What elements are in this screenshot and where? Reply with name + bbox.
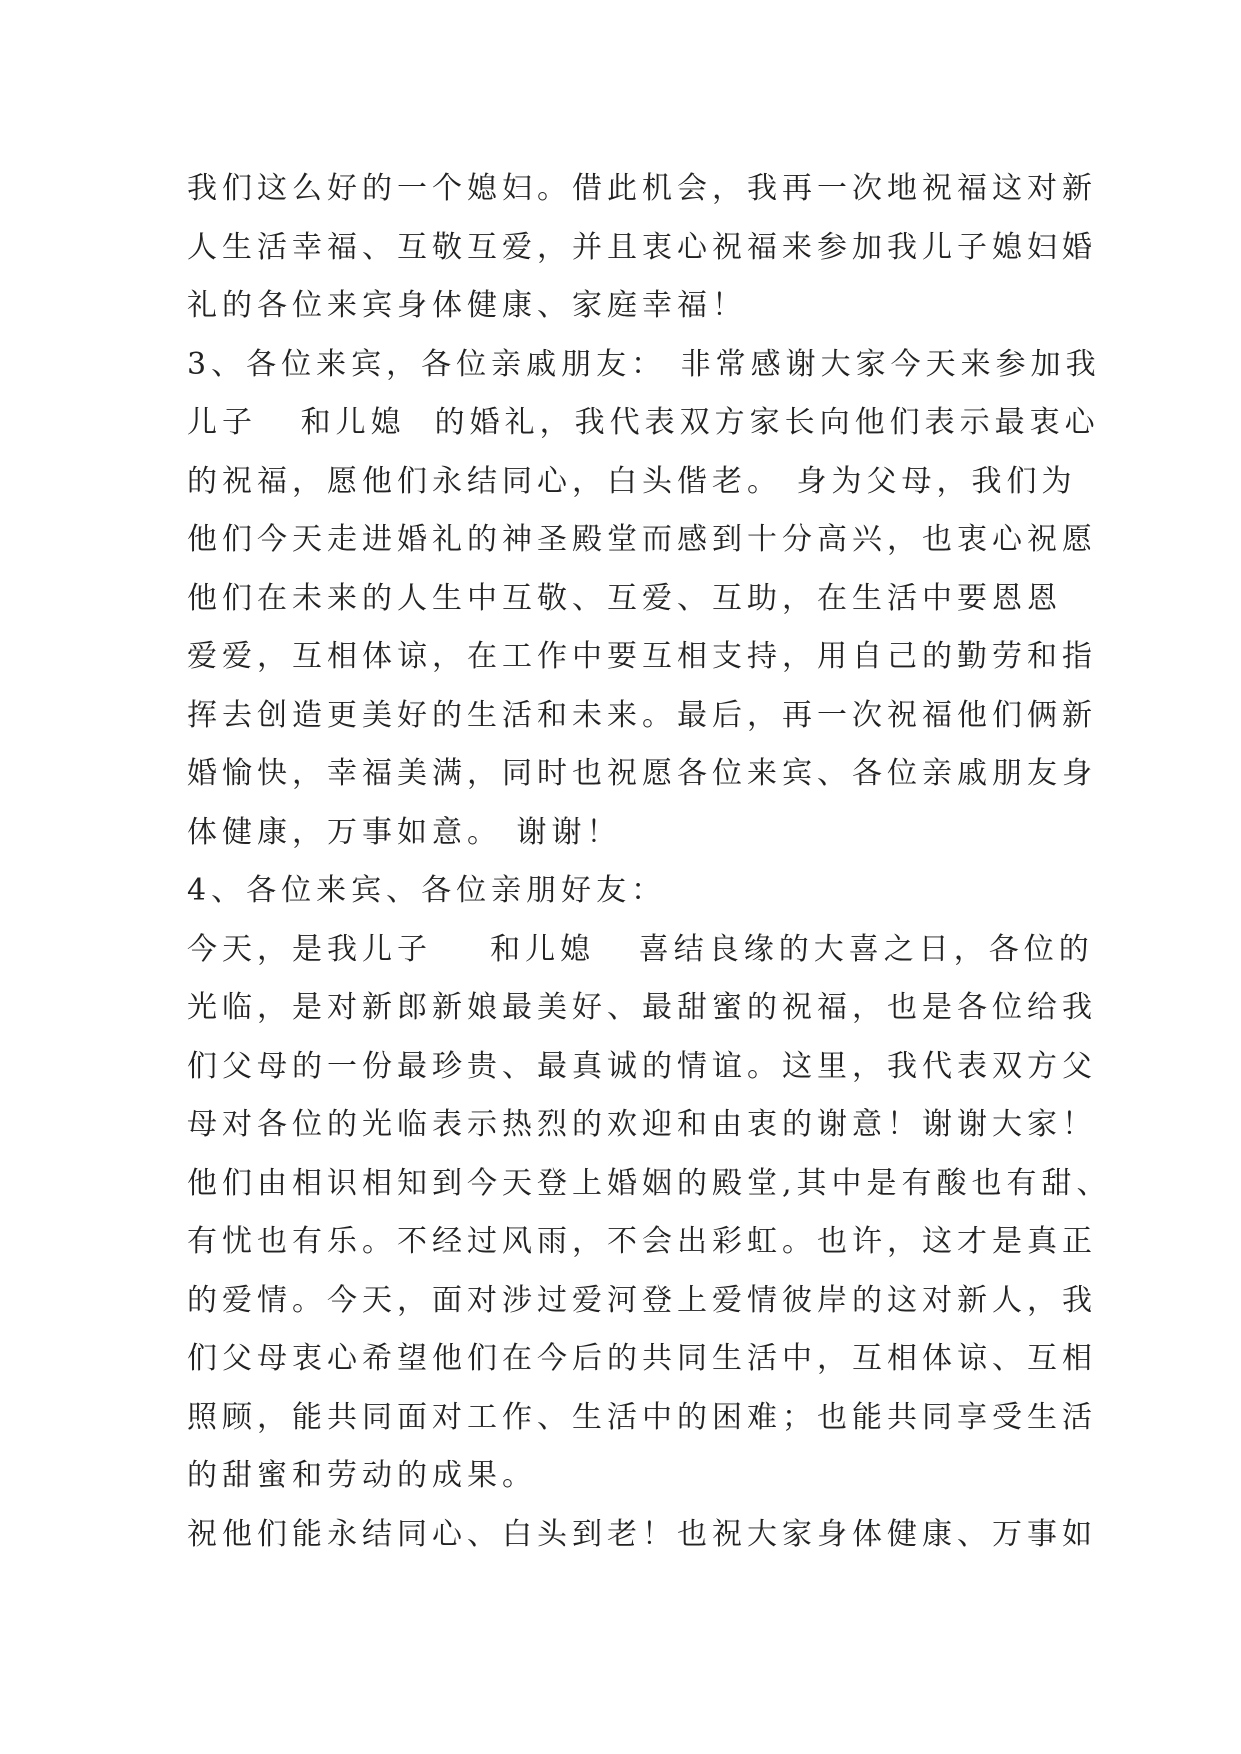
text-line: 人生活幸福、互敬互爱，并且衷心祝福来参加我儿子媳妇婚 xyxy=(187,229,1097,265)
text-line: 祝他们能永结同心、白头到老！也祝大家身体健康、万事如 xyxy=(187,1516,1097,1552)
text-line: 他们在未来的人生中互敬、互爱、互助，在生活中要恩恩 xyxy=(187,580,1062,616)
text-line: 3、各位来宾，各位亲戚朋友： 非常感谢大家今天来参加我 xyxy=(187,346,1101,382)
text-line: 他们由相识相知到今天登上婚姻的殿堂,其中是有酸也有甜、 xyxy=(187,1165,1112,1201)
text-line: 的甜蜜和劳动的成果。 xyxy=(187,1458,537,1493)
text-line: 有忧也有乐。不经过风雨，不会出彩虹。也许，这才是真正 xyxy=(187,1224,1097,1259)
text-line: 的祝福，愿他们永结同心，白头偕老。 身为父母，我们为 xyxy=(187,463,1077,499)
text-line: 光临，是对新郎新娘最美好、最甜蜜的祝福，也是各位给我 xyxy=(187,990,1097,1025)
text-line: 们父母的一份最珍贵、最真诚的情谊。这里，我代表双方父 xyxy=(187,1048,1097,1084)
text-line: 的爱情。今天，面对涉过爱河登上爱情彼岸的这对新人，我 xyxy=(187,1282,1097,1318)
text-line: 们父母衷心希望他们在今后的共同生活中，互相体谅、互相 xyxy=(187,1341,1097,1376)
text-line: 礼的各位来宾身体健康、家庭幸福！ xyxy=(187,288,747,323)
text-line: 儿子 和儿媳 的婚礼，我代表双方家长向他们表示最衷心 xyxy=(187,405,1100,440)
text-line: 今天，是我儿子 和儿媳 喜结良缘的大喜之日，各位的 xyxy=(187,931,1094,967)
document-body xyxy=(187,160,1112,1564)
text-line: 婚愉快，幸福美满，同时也祝愿各位来宾、各位亲戚朋友身 xyxy=(187,756,1097,791)
text-line: 挥去创造更美好的生活和未来。最后，再一次祝福他们俩新 xyxy=(187,697,1097,733)
text-line: 我们这么好的一个媳妇。借此机会，我再一次地祝福这对新 xyxy=(187,171,1097,206)
text-line: 照顾，能共同面对工作、生活中的困难；也能共同享受生活 xyxy=(187,1399,1097,1435)
text-line: 爱爱，互相体谅，在工作中要互相支持，用自己的勤劳和指 xyxy=(187,639,1097,674)
text-line: 4、各位来宾、各位亲朋好友： xyxy=(187,873,667,908)
text-line: 体健康，万事如意。 谢谢！ xyxy=(187,814,622,850)
text-line: 母对各位的光临表示热烈的欢迎和由衷的谢意！谢谢大家！ xyxy=(187,1107,1097,1142)
text-line: 他们今天走进婚礼的神圣殿堂而感到十分高兴，也衷心祝愿 xyxy=(187,522,1097,557)
